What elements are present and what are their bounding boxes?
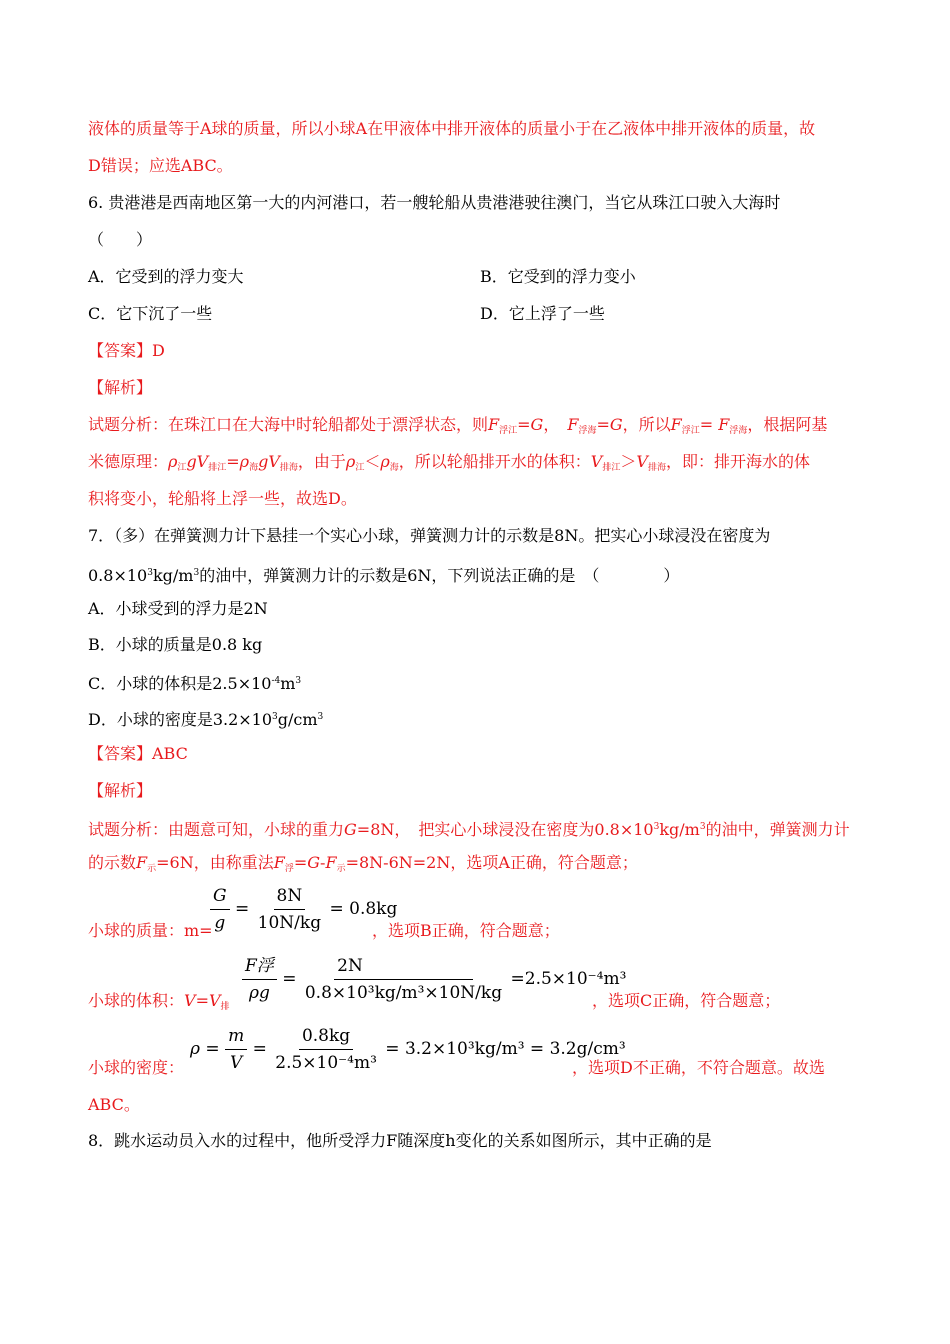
q7-stem-line-1: 7．（多）在弹簧测力计下悬挂一个实心小球，弹簧测力计的示数是8N。把实心小球浸没在密度为	[88, 526, 771, 545]
q7-mass-tail: ，选项B正确，符合题意；	[372, 921, 560, 940]
q8-stem: 8．跳水运动员入水的过程中，他所受浮力F随深度h变化的关系如图所示，其中正确的是	[88, 1131, 712, 1150]
q7-density-tail-2: ABC。	[88, 1095, 140, 1114]
q7-mass-label: 小球的质量：m=	[88, 921, 213, 940]
q7-analysis-line-1: 试题分析：由题意可知，小球的重力G=8N， 把实心小球浸没在密度为$0.8\times 10^3kg/m^3$的油中，弹簧测力计	[88, 820, 850, 839]
q6-option-d: D．它上浮了一些	[480, 304, 605, 323]
q7-volume-label: 小球的体积：$V=V_排$	[88, 991, 230, 1012]
prev-analysis-line-2: D错误；应选ABC。	[88, 156, 233, 175]
volume-equation: $\frac{\text{F浮}}{\rho g}$ = $\frac{2N}{\text{0.8×10³kg/m³×10N/kg}}$ =2.5×10⁻⁴m³	[242, 955, 626, 1004]
q7-analysis-label: 【解析】	[88, 781, 153, 800]
q7-density-tail: ，选项D不正确，不符合题意。故选	[572, 1058, 825, 1077]
q7-density-label: 小球的密度：	[88, 1058, 185, 1077]
q6-option-c: C．它下沉了一些	[88, 304, 213, 323]
q7-option-b: B．小球的质量是0.8 kg	[88, 635, 263, 654]
q6-analysis-line-2: 米德原理：$\rho_江gV_{排江}=\rho_海gV_{排海}$，由于$\rho_江<\rho_海$，所以轮船排开水的体积：$V_{排江}>V_{排海}$，即：排开海水的体	[88, 452, 810, 473]
density-equation: ρ = $\frac{m}{V}$ = $\frac{0.8kg}{\text{2.5×10⁻⁴m³}}$ = 3.2×10³kg/m³ = 3.2g/cm³	[190, 1026, 626, 1073]
q7-analysis-line-2: 的示数$F_示=6N$，由称重法$F_浮=G-F_示=8N-6N=2N$，选项A正确，符合题意；	[88, 853, 638, 874]
q6-analysis-label: 【解析】	[88, 378, 153, 397]
q6-analysis-line-3: 积将变小，轮船将上浮一些，故选D。	[88, 489, 357, 508]
prev-analysis-line-1: 液体的质量等于A球的质量，所以小球A在甲液体中排开液体的质量小于在乙液体中排开液体的质量，故	[88, 119, 816, 138]
q6-paren: （ ）	[88, 230, 153, 249]
q6-answer: 【答案】D	[88, 341, 165, 360]
q7-stem-line-2: $0.8\times 10^3kg/m^3$的油中，弹簧测力计的示数是6N，下列说法正确的是 （ ）	[88, 566, 680, 585]
q7-option-c: C．小球的体积是$2.5\times 10^{-4}m^3$	[88, 674, 302, 693]
q7-option-d: D．小球的密度是$3.2\times 10^3g/cm^3$	[88, 710, 324, 729]
q7-option-a: A．小球受到的浮力是2N	[88, 599, 268, 618]
q7-volume-tail: ，选项C正确，符合题意；	[592, 991, 781, 1010]
mass-equation: $\frac{G}{g}$ = $\frac{8N}{10N/kg}$ = 0.8kg	[210, 885, 397, 934]
q6-option-b: B．它受到的浮力变小	[480, 267, 636, 286]
q6-analysis-line-1: 试题分析：在珠江口在大海中时轮船都处于漂浮状态，则$F_{浮江}=G$， $F_{浮海}=G$，所以$F_{浮江}= F_{浮海}$，根据阿基	[88, 415, 828, 436]
q7-answer: 【答案】ABC	[88, 744, 188, 763]
q6-stem: 6. 贵港港是西南地区第一大的内河港口，若一艘轮船从贵港港驶往澳门，当它从珠江口驶入大海时	[88, 193, 781, 212]
q6-option-a: A．它受到的浮力变大	[88, 267, 244, 286]
